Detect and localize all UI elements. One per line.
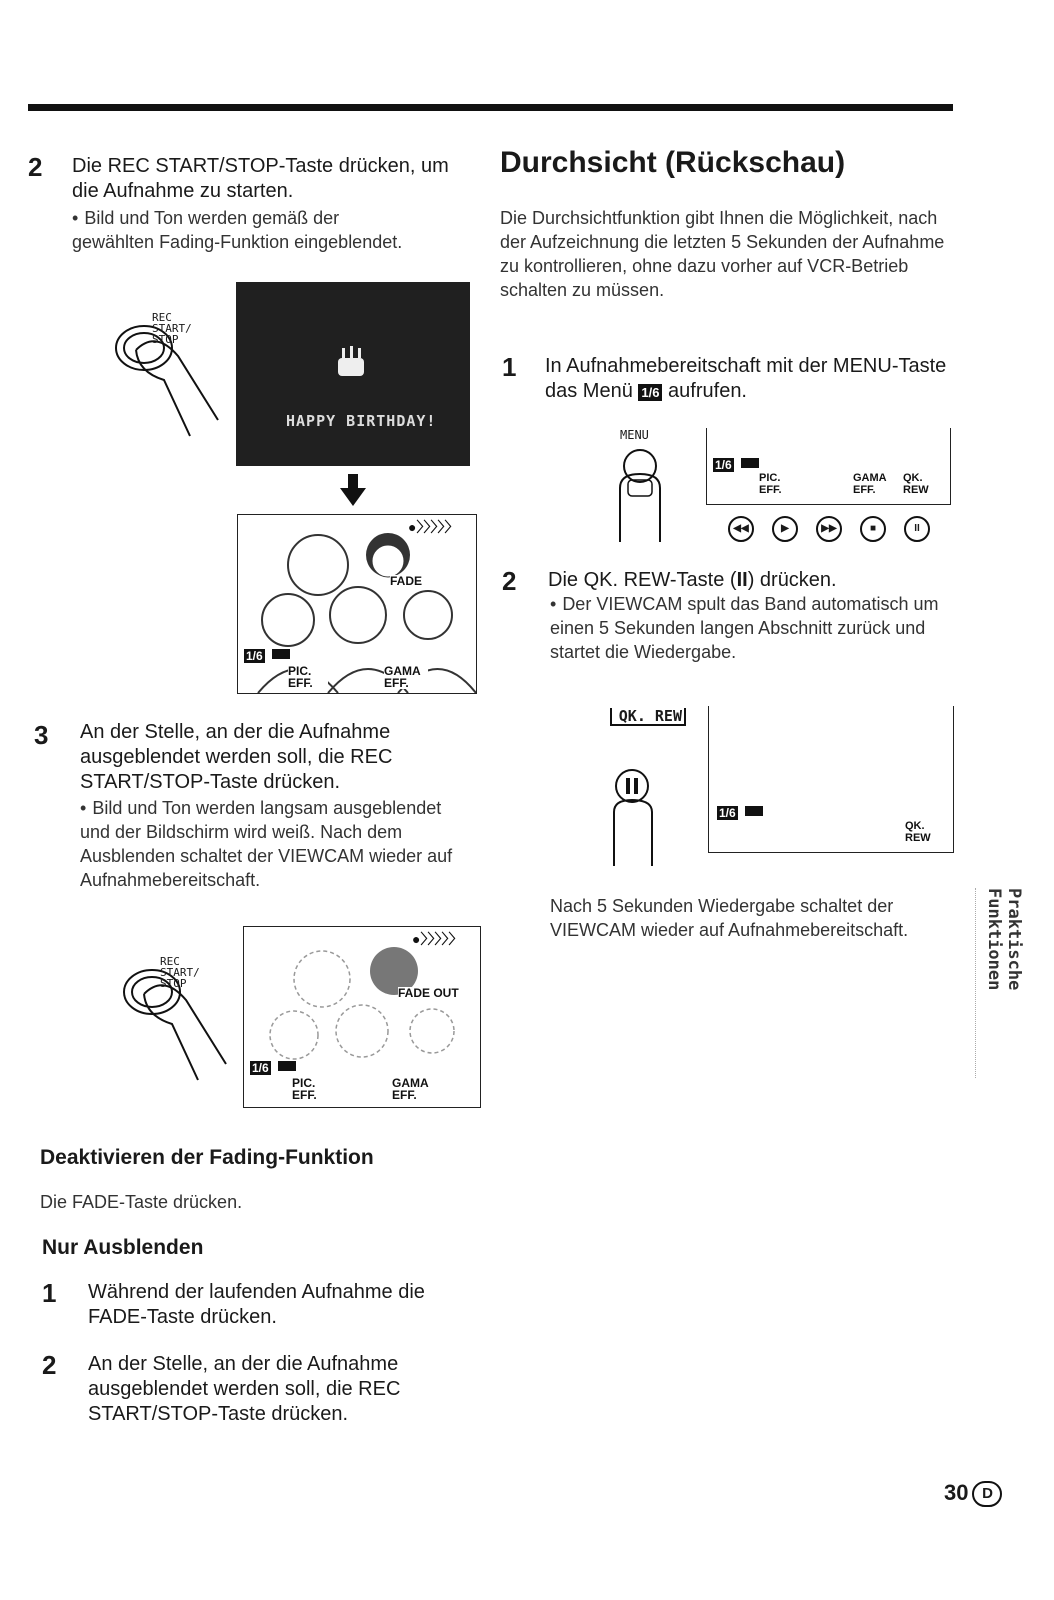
rec-button-illustration <box>116 944 236 1084</box>
menu-label: MENU <box>620 428 649 442</box>
step-number: 2 <box>502 566 517 596</box>
fade-in-screen <box>237 514 477 694</box>
step-number: 2 <box>28 152 43 182</box>
osd-pic-eff: PIC. EFF. <box>292 1077 332 1101</box>
step-number: 1 <box>42 1278 57 1308</box>
step-text: Während der laufenden Aufnahme die FADE-Taste drücken. <box>88 1281 425 1328</box>
finger-pause-icon <box>600 768 670 868</box>
osd-page-indicator: 1/6 <box>252 1061 269 1075</box>
finger-menu-icon <box>604 448 674 544</box>
step-text <box>548 568 948 593</box>
osd-qk-rew: QK. REW <box>903 472 929 496</box>
play-icon: ▶ <box>772 516 798 542</box>
after-text: Nach 5 Sekunden Wiedergabe schaltet der VIEWCAM wieder auf Aufnahmebereitschaft. <box>550 896 909 940</box>
bullet-text: • Bild und Ton werden gemäß der gewählten Fading-Funktion eingeblendet. <box>72 208 403 252</box>
battery-icon <box>745 806 763 816</box>
osd-pic-eff: PIC. EFF. <box>759 472 782 496</box>
rewind-icon: ◀◀ <box>728 516 754 542</box>
step-text-part: ) drücken. <box>747 569 837 591</box>
qk-rew-button-label: QK. REW <box>610 708 686 726</box>
family-illustration-icon <box>238 515 476 693</box>
menu-page-glyph: 1/6 <box>638 384 662 401</box>
family-fading-illustration-icon <box>244 927 480 1107</box>
fast-forward-icon: ▶▶ <box>816 516 842 542</box>
record-indicator-icon: ●〉〉〉〉〉 <box>408 519 459 535</box>
down-arrow-icon <box>338 474 368 508</box>
stop-icon: ■ <box>860 516 886 542</box>
osd-page-indicator: 1/6 <box>715 458 732 472</box>
step-text-part: aufrufen. <box>668 380 747 402</box>
osd-gama-eff: GAMA EFF. <box>384 665 428 689</box>
section-heading: Deaktivieren der Fading-Funktion <box>40 1146 374 1169</box>
osd-gama-eff: GAMA EFF. <box>392 1077 436 1101</box>
intro-text: Die Durchsichtfunktion gibt Ihnen die Möglichkeit, nach der Aufzeichnung die letzten 5 Sekunden der Aufnahme zu kontrollieren, ohne dazu vorher auf VCR-Betrieb schalten zu müssen. <box>500 208 945 300</box>
bullet-content: Der VIEWCAM spult das Band automatisch um einen 5 Sekunden langen Abschnitt zurück und startet die Wiedergabe. <box>550 594 939 662</box>
osd-qk-rew: QK. REW <box>905 820 931 844</box>
page-number <box>944 1480 1002 1507</box>
osd-gama-eff: GAMA EFF. <box>853 472 887 496</box>
pause-glyph: II <box>736 569 748 591</box>
osd-fade-label: FADE <box>390 574 423 588</box>
pause-icon: II <box>904 516 930 542</box>
battery-icon <box>278 1061 296 1071</box>
bullet-content: Bild und Ton werden langsam ausgeblendet und der Bildschirm wird weiß. Nach dem Ausblenden schaltet der VIEWCAM wieder auf Aufnahmebereitschaft. <box>80 798 453 890</box>
step-text-part: Die QK. REW-Taste ( <box>548 569 737 591</box>
osd-page-indicator: 1/6 <box>246 649 263 663</box>
step-text-part: In Aufnahmebereitschaft mit der MENU-Taste das Menü <box>545 355 947 402</box>
battery-icon <box>272 649 290 659</box>
step-number: 1 <box>502 352 517 382</box>
step-text: An der Stelle, an der die Aufnahme ausgeblendet werden soll, die REC START/STOP-Taste drücken. <box>88 1353 401 1425</box>
birthday-screen <box>236 282 470 466</box>
step-number: 2 <box>42 1350 57 1380</box>
menu-screen <box>706 428 951 505</box>
pause-button-finger <box>600 768 670 868</box>
section-heading: Nur Ausblenden <box>42 1236 204 1259</box>
banner-text: HAPPY BIRTHDAY! <box>286 412 437 430</box>
rec-button-illustration <box>108 300 228 440</box>
page-title: Durchsicht (Rückschau) <box>500 146 846 179</box>
step-text: An der Stelle, an der die Aufnahme ausgeblendet werden soll, die REC START/STOP-Taste drücken. <box>80 721 393 793</box>
rec-start-stop-label: REC START/ STOP <box>160 955 200 990</box>
osd-page-indicator: 1/6 <box>719 806 736 820</box>
bullet-content: Bild und Ton werden gemäß der gewählten Fading-Funktion eingeblendet. <box>72 208 403 252</box>
cake-icon <box>236 282 470 466</box>
rec-start-stop-label: REC START/ STOP <box>152 311 192 346</box>
fade-out-screen <box>243 926 481 1108</box>
osd-fade-out-label: FADE OUT <box>398 986 459 1000</box>
side-tab: Praktische Funktionen <box>975 888 1024 1078</box>
page-number-value: 30 <box>944 1480 969 1505</box>
bullet-text: • Der VIEWCAM spult das Band automatisch um einen 5 Sekunden langen Abschnitt zurück und startet die Wiedergabe. <box>550 594 939 662</box>
section-text: Die FADE-Taste drücken. <box>40 1192 243 1212</box>
language-badge: D <box>972 1481 1002 1507</box>
step-number: 3 <box>34 720 49 750</box>
bullet-text: • Bild und Ton werden langsam ausgeblendet und der Bildschirm wird weiß. Nach dem Ausblenden schaltet der VIEWCAM wieder auf Aufnahmebereitschaft. <box>80 798 453 890</box>
menu-button-finger <box>604 448 674 544</box>
step-text: Die REC START/STOP-Taste drücken, um die Aufnahme zu starten. <box>72 155 449 202</box>
record-indicator-icon: ●〉〉〉〉〉 <box>412 931 463 947</box>
top-rule <box>28 104 953 111</box>
battery-icon <box>741 458 759 468</box>
playback-screen <box>708 706 954 853</box>
osd-pic-eff: PIC. EFF. <box>288 665 328 689</box>
step-text <box>545 354 950 405</box>
